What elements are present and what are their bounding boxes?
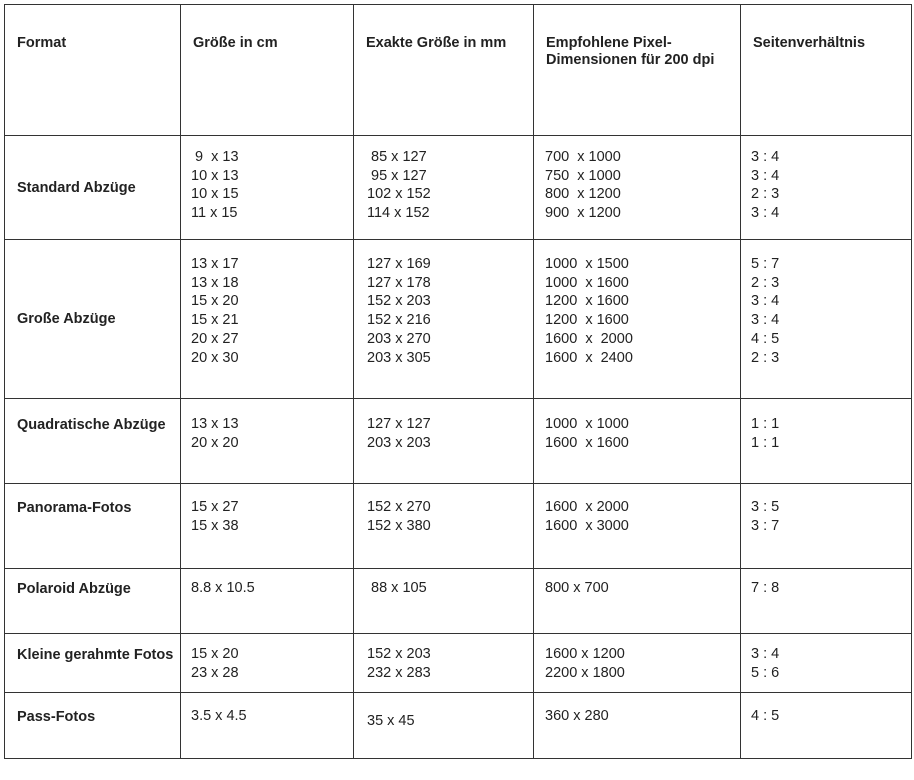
pixel-dimensions-cell: 1000 x 1500 1000 x 1600 1200 x 1600 1200 x 1600 1600 x 2000 1600 x 2400 xyxy=(534,240,741,399)
header-pixel-dimensions: Empfohlene Pixel-Dimensionen für 200 dpi xyxy=(534,5,741,136)
size-mm-cell: 152 x 203 232 x 283 xyxy=(354,634,534,693)
size-mm-cell: 127 x 169 127 x 178 152 x 203 152 x 216 203 x 270 203 x 305 xyxy=(354,240,534,399)
aspect-ratio-cell: 3 : 4 5 : 6 xyxy=(741,634,912,693)
size-cm-cell: 15 x 27 15 x 38 xyxy=(181,484,354,569)
size-mm-cell: 88 x 105 xyxy=(354,569,534,634)
size-cm-cell: 9 x 13 10 x 13 10 x 15 11 x 15 xyxy=(181,136,354,240)
pixel-dimensions-cell: 1600 x 1200 2200 x 1800 xyxy=(534,634,741,693)
size-cm-cell: 13 x 17 13 x 18 15 x 20 15 x 21 20 x 27 20 x 30 xyxy=(181,240,354,399)
table-row xyxy=(5,240,912,399)
pixel-dimensions-cell: 360 x 280 xyxy=(534,693,741,759)
pixel-dimensions-cell: 1600 x 2000 1600 x 3000 xyxy=(534,484,741,569)
header-size-cm: Größe in cm xyxy=(181,5,354,136)
table-row xyxy=(5,484,912,569)
size-mm-cell: 152 x 270 152 x 380 xyxy=(354,484,534,569)
pixel-dimensions-cell: 1000 x 1000 1600 x 1600 xyxy=(534,399,741,484)
size-mm-cell: 127 x 127 203 x 203 xyxy=(354,399,534,484)
table-row xyxy=(5,569,912,634)
size-cm-cell: 3.5 x 4.5 xyxy=(181,693,354,759)
header-size-mm: Exakte Größe in mm xyxy=(354,5,534,136)
format-cell: Quadratische Abzüge xyxy=(5,399,181,484)
header-row xyxy=(5,5,912,136)
size-cm-cell: 15 x 20 23 x 28 xyxy=(181,634,354,693)
header-format: Format xyxy=(5,5,181,136)
aspect-ratio-cell: 1 : 1 1 : 1 xyxy=(741,399,912,484)
print-format-table xyxy=(4,4,912,759)
format-cell: Pass-Fotos xyxy=(5,693,181,759)
header-aspect-ratio: Seitenverhältnis xyxy=(741,5,912,136)
aspect-ratio-cell: 5 : 7 2 : 3 3 : 4 3 : 4 4 : 5 2 : 3 xyxy=(741,240,912,399)
format-cell: Polaroid Abzüge xyxy=(5,569,181,634)
size-mm-cell: 35 x 45 xyxy=(354,693,534,759)
table-row xyxy=(5,634,912,693)
aspect-ratio-cell: 4 : 5 xyxy=(741,693,912,759)
pixel-dimensions-cell: 700 x 1000 750 x 1000 800 x 1200 900 x 1200 xyxy=(534,136,741,240)
format-cell: Standard Abzüge xyxy=(5,136,181,240)
aspect-ratio-cell: 7 : 8 xyxy=(741,569,912,634)
aspect-ratio-cell: 3 : 5 3 : 7 xyxy=(741,484,912,569)
pixel-dimensions-cell: 800 x 700 xyxy=(534,569,741,634)
format-cell: Kleine gerahmte Fotos xyxy=(5,634,181,693)
format-cell: Panorama-Fotos xyxy=(5,484,181,569)
size-cm-cell: 13 x 13 20 x 20 xyxy=(181,399,354,484)
format-cell: Große Abzüge xyxy=(5,240,181,399)
size-mm-cell: 85 x 127 95 x 127 102 x 152 114 x 152 xyxy=(354,136,534,240)
table-row xyxy=(5,399,912,484)
aspect-ratio-cell: 3 : 4 3 : 4 2 : 3 3 : 4 xyxy=(741,136,912,240)
table-row xyxy=(5,136,912,240)
table-row xyxy=(5,693,912,759)
size-cm-cell: 8.8 x 10.5 xyxy=(181,569,354,634)
